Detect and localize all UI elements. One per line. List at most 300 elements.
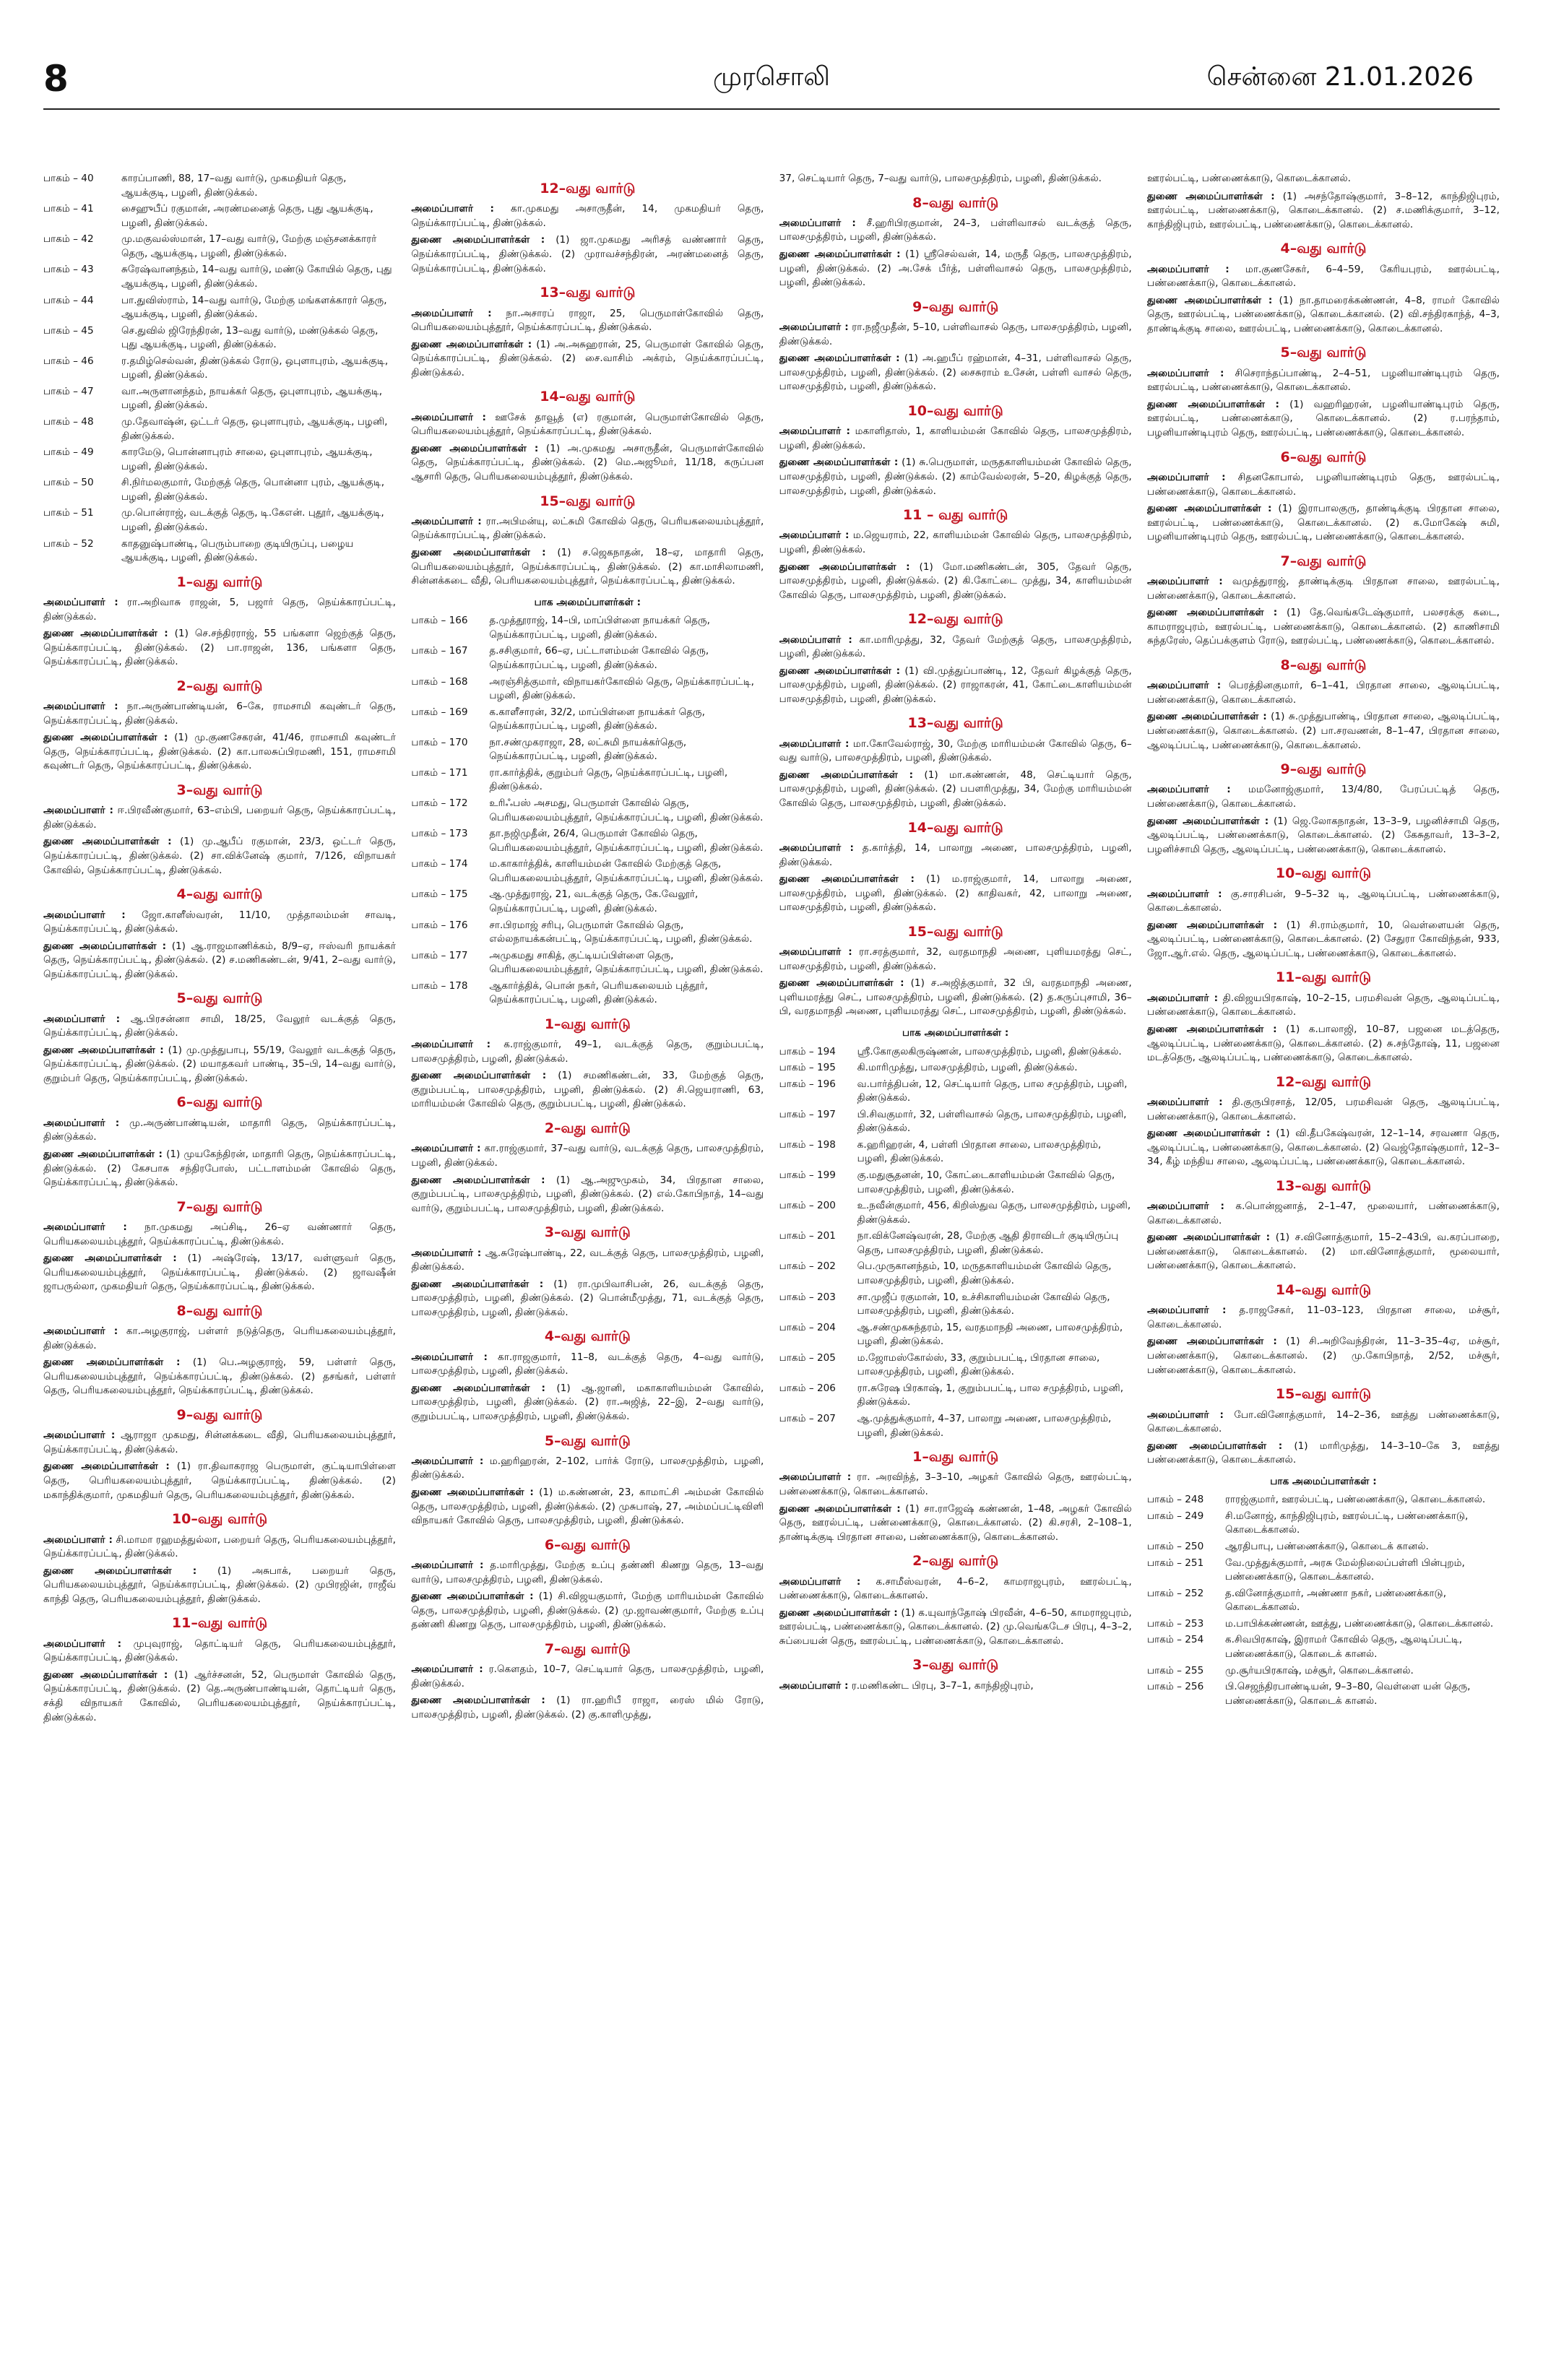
- booth-row: [411, 614, 764, 642]
- role-label: அமைப்பாளர் :: [1146, 263, 1229, 275]
- booth-row: [1147, 1587, 1500, 1615]
- booth-organizer: மு.தேவாஷ்ன், ஒட்டர் தெரு, ஒபுளாபுரம், ஆயக்குடி, பழனி, திண்டுக்கல்.: [121, 416, 388, 442]
- entry-text: ம.ஜெயராம், 22, காளியம்மன் கோவில் தெரு, பாலசமுத்திரம், பழனி, திண்டுக்கல்.: [779, 529, 1132, 555]
- booth-row: [1147, 1557, 1500, 1585]
- entry-text: கா.ராஜகுமார், 11–8, வடக்குத் தெரு, 4–வது வார்டு, பாலசமுத்திரம், பழனி, திண்டுக்கல்.: [411, 1351, 764, 1377]
- ward-heading: 14–வது வார்டு: [1275, 1281, 1372, 1298]
- organizer-entry: [779, 352, 1132, 394]
- ward-heading: 1–வது வார்டு: [912, 1449, 999, 1466]
- booth-organizer: ஆகார்த்திக், பொன் நகர், பெரியகலையம் புத்தூர், நெய்க்காரப்பட்டி, பழனி, திண்டுக்கல்.: [489, 979, 708, 1006]
- entry-text: (1) ரா.முபிவாசிபன், 26, வடக்குத் தெரு, பாலசமுத்திரம், பழனி, திண்டுக்கல். (2) பொன்மீமுத்து, 71, வடக்குத் தெரு, பாலசமுத்திரம், பழனி, திண்டுக்கல்.: [411, 1278, 764, 1318]
- organizer-entry: [43, 1117, 396, 1145]
- spacer: [118, 597, 127, 608]
- spacer: [904, 977, 911, 989]
- organizer-entry: [411, 1247, 764, 1275]
- entry-text: (1) மு.ஆபீப் ரகுமான், 23/3, ஒட்டர் தெரு, நெய்க்காரப்பட்டி, திண்டுக்கல். (2) சா.விக்னேஷ் குமார், 7/126, விநாயகர் கோவில், நெய்க்காரப்பட்டி, திண்டுக்கல்.: [43, 836, 396, 876]
- spacer: [1224, 368, 1235, 379]
- organizer-entry: [779, 1575, 1132, 1604]
- booth-number: பாகம் – 168: [411, 675, 468, 688]
- organizer-entry: [43, 1356, 396, 1398]
- entry-text: கா.மாரிமுத்து, 32, தேவர் மேற்குத் தெரு, பாலசமுத்திரம், பழனி, திண்டுக்கல்.: [779, 633, 1132, 660]
- role-label: துணை அமைப்பாளர்கள் :: [779, 1606, 898, 1619]
- spacer: [1277, 919, 1287, 931]
- organizer-entry: [43, 1013, 396, 1041]
- spacer: [126, 909, 142, 921]
- booth-number: பாகம் – 177: [411, 949, 468, 961]
- booth-row: [779, 1169, 1132, 1197]
- role-label: துணை அமைப்பாளர்கள் :: [1146, 1023, 1277, 1035]
- organizer-entry: [1147, 190, 1500, 233]
- role-label: அமைப்பாளர் :: [411, 1039, 491, 1051]
- entry-text: (1) சு.பெருமாள், மருதகாளியம்மன் கோவில் தெரு, பாலசமுத்திரம், பழனி, திண்டுக்கல். (2) காம்வேல்லரன், 5–20, கிழக்குத் தெரு, பாலசமுத்திரம், பழனி, திண்டுக்கல்.: [779, 456, 1132, 497]
- entry-text: முபுவுராஜ், தொட்டியர் தெரு, பெரியகலையம்புத்தூர், நெய்க்காரப்பட்டி, திண்டுக்கல்.: [43, 1637, 396, 1664]
- booth-number: பாகம் – 169: [411, 706, 468, 718]
- role-label: துணை அமைப்பாளர்கள் :: [1146, 1232, 1271, 1244]
- organizer-entry: [43, 909, 396, 937]
- booth-organizer: உ.நவீன்குமார், 456, கிறிஸ்துவ தெரு, பாலசமுத்திரம், பழனி, திண்டுக்கல்.: [857, 1200, 1131, 1226]
- organizer-entry: [779, 945, 1132, 974]
- organizer-entry: [1147, 710, 1500, 753]
- entry-text: (1) தே.வெங்கடேஷ்குமார், பலசரக்கு கடை, காமராஜபுரம், ஊரல்பட்டி, பண்ணைக்காடு, கொடைக்கானல். (2) காணிசாமி சுந்தரேஸ், தெப்பக்குளம் ரோடு, ஊரல்பட்டி, பண்ணைக்காடு, கொடைக்கானல்.: [1146, 607, 1500, 647]
- booth-organizer: வே.முத்துக்குமார், அரசு மேல்நிலைப்பள்ளி பின்புறம், பண்ணைக்காடு, கொடைக்கானல்.: [1224, 1557, 1465, 1583]
- organizer-entry: [411, 233, 764, 276]
- role-label: துணை அமைப்பாளர்கள் :: [411, 1695, 545, 1707]
- booth-row: [43, 233, 396, 261]
- organizer-entry: [43, 700, 396, 728]
- booth-number: பாகம் – 253: [1146, 1617, 1204, 1630]
- booth-row: [779, 1382, 1132, 1410]
- booth-organizer: ஸ்ரீ.கோகுலகிருஷ்ணன், பாலசமுத்திரம், பழனி, திண்டுக்கல்.: [857, 1045, 1122, 1057]
- role-label: அமைப்பாளர் :: [779, 529, 850, 542]
- role-label: அமைப்பாளர் :: [411, 515, 482, 527]
- entry-text: ரா.நஜீமுதீன், 5–10, பள்ளிவாசல் தெரு, பாலசமுத்திரம், பழனி, திண்டுக்கல்.: [779, 321, 1132, 347]
- section-subheading: பாக அமைப்பாளர்கள் :: [534, 596, 641, 608]
- booth-row: [43, 415, 396, 443]
- booth-number: பாகம் – 255: [1146, 1664, 1204, 1676]
- booth-row: [43, 476, 396, 504]
- spacer: [854, 842, 863, 854]
- booth-number: பாகம் – 201: [779, 1230, 836, 1242]
- role-label: துணை அமைப்பாளர்கள் :: [43, 1669, 168, 1681]
- booth-row: [43, 385, 396, 413]
- ward-heading: 7–வது வார்டு: [176, 1198, 263, 1215]
- entry-text: (1) மோ.மணிகண்டன், 305, தேவர் தெரு, பாலசமுத்திரம், பழனி, திண்டுக்கல். (2) கி.கோட்டை முத்து, 34, காளியம்மன் கோவில் தெரு, பாலசமுத்திரம், பழனி, திண்டுக்கல்.: [779, 561, 1132, 601]
- spacer: [1231, 784, 1248, 795]
- entry-text: தி.விஜயபிரகாஷ், 10–2–15, பரமசிவன் தெரு, ஆலடிப்பட்டி, பண்ணைக்காடு, கொடைக்கானல்.: [1146, 992, 1500, 1018]
- masthead: முரசொலி: [713, 62, 830, 92]
- role-label: அமைப்பாளர் :: [779, 737, 850, 750]
- ward-heading: 11–வது வார்டு: [1275, 969, 1372, 986]
- organizer-entry: [1147, 294, 1500, 337]
- organizer-entry: [1147, 367, 1500, 395]
- role-label: துணை அமைப்பாளர்கள் :: [411, 338, 532, 350]
- booth-row: [411, 919, 764, 947]
- role-label: துணை அமைப்பாளர்கள் :: [779, 769, 914, 781]
- ward-heading: 8–வது வார்டு: [1280, 657, 1367, 673]
- ward-heading: 8–வது வார்டு: [176, 1302, 263, 1319]
- booth-organizer: பா.துவிஸ்ராம், 14–வது வார்டு, மேற்கு மங்களக்காரர் தெரு, ஆயக்குடி, பழனி, திண்டுக்கல்.: [121, 294, 387, 321]
- booth-row: [1147, 1617, 1500, 1632]
- spacer: [1271, 503, 1278, 514]
- booth-number: பாகம் – 256: [1146, 1681, 1204, 1693]
- spacer: [120, 1013, 131, 1025]
- organizer-entry: [411, 442, 764, 485]
- booth-organizer: காரமேடு, பொன்னாபுரம் சாலை, ஒபுளாபுரம், ஆயக்குடி, பழனி, திண்டுக்கல்.: [121, 446, 373, 472]
- spacer: [1223, 576, 1232, 587]
- role-label: துணை அமைப்பாளர்கள் :: [1146, 190, 1275, 202]
- organizer-entry: [43, 1533, 396, 1562]
- organizer-entry: [779, 529, 1132, 557]
- booth-row: [411, 675, 764, 704]
- booth-row: [1147, 1680, 1500, 1708]
- booth-number: பாகம் – 166: [411, 615, 468, 627]
- spacer: [545, 1382, 556, 1394]
- entry-text: மகாளிதாஸ், 1, காளியம்மன் கோவில் தெரு, பாலசமுத்திரம், பழனி, திண்டுக்கல்.: [779, 425, 1132, 451]
- booth-organizer: சி.மனோஜ், காந்திஜிபுரம், ஊரல்பட்டி, பண்ணைக்காடு, கொடைக்கானல்.: [1224, 1510, 1469, 1536]
- entry-text: ஆ.பிரசன்னா சாமி, 18/25, வேலூர் வடக்குத் தெரு, நெய்க்காரப்பட்டி, திண்டுக்கல்.: [43, 1013, 396, 1039]
- spacer: [118, 701, 127, 712]
- booth-row: [43, 324, 396, 352]
- role-label: துணை அமைப்பாளர்கள் :: [1146, 398, 1279, 410]
- role-label: அமைப்பாளர் :: [1146, 1096, 1223, 1108]
- spacer: [1223, 1096, 1232, 1108]
- spacer: [546, 547, 558, 558]
- continuation-paragraph: ஊரல்பட்டி, பண்ணைக்காடு, கொடைக்கானல்.: [1146, 173, 1351, 184]
- organizer-entry: [1147, 1200, 1500, 1228]
- role-label: துணை அமைப்பாளர்கள் :: [43, 1356, 181, 1369]
- organizer-entry: [779, 561, 1132, 603]
- role-label: துணை அமைப்பாளர்கள் :: [1146, 1440, 1283, 1452]
- entry-text: போ.வினோத்குமார், 14–2–36, ஊத்து பண்ணைக்காடு, கொடைக்கானல்.: [1146, 1408, 1500, 1435]
- ward-heading: 3–வது வார்டு: [544, 1224, 631, 1241]
- spacer: [196, 1565, 217, 1577]
- role-label: துணை அமைப்பாளர்கள் :: [43, 1565, 197, 1577]
- entry-text: (1) அ.முகமது அசாருதீன், பெருமாள்கோவில் தெரு, நெய்க்காரப்பட்டி, திண்டுக்கல். (2) மெ.அஜூமர், 11/18, கருப்பன ஆசாரி தெரு, பெரியகலையம்புத்தூர், திண்டுக்கல்.: [411, 442, 764, 483]
- entry-text: (1) ஜெ.லோகநாதன், 13–3–9, பழனிச்சாமி தெரு, ஆலடிப்பட்டி, பண்ணைக்காடு, கொடைக்கானல். (2) கேசுதாவர், 13–3–2, பழனிச்சாமி தெரு, ஆலடிப்பட்டி, பண்ணைக்காடு, கொடைக்கானல்.: [1146, 815, 1500, 855]
- ward-heading: 4–வது வார்டு: [176, 886, 263, 903]
- ward-heading: 5–வது வார்டு: [544, 1432, 631, 1449]
- booth-number: பாகம் – 202: [779, 1260, 836, 1273]
- role-label: துணை அமைப்பாளர்கள் :: [1146, 607, 1278, 619]
- ward-heading: 13–வது வார்டு: [907, 715, 1003, 732]
- organizer-entry: [779, 841, 1132, 870]
- entry-text: (1) ஆர்ச்சனன், 52, பெருமாள் கோவில் தெரு, நெய்க்காரப்பட்டி, திண்டுக்கல். (2) தெ.அருண்பாண்டியன், தொட்டியர் தெரு, சக்தி விநாயகர் கோவில், பெரியகலையம்புத்தூர், நெய்க்காரப்பட்டி, திண்டுக்கல்.: [43, 1669, 396, 1723]
- role-label: துணை அமைப்பாளர்கள் :: [779, 977, 904, 990]
- role-label: துணை அமைப்பாளர்கள் :: [411, 1591, 534, 1603]
- role-label: துணை அமைப்பாளர்கள் :: [1146, 1336, 1277, 1348]
- booth-organizer: மு.பொன்ராஜ், வடக்குத் தெரு, டி.கேஎன். புதூர், ஆயக்குடி, பழனி, திண்டுக்கல்.: [121, 507, 384, 533]
- role-label: அமைப்பாளர் :: [411, 1143, 481, 1155]
- organizer-entry: [779, 633, 1132, 662]
- organizer-entry: [779, 769, 1132, 811]
- role-label: துணை அமைப்பாளர்கள் :: [43, 940, 167, 952]
- booth-number: பாகம் – 170: [411, 736, 468, 748]
- spacer: [913, 769, 924, 781]
- booth-row: [779, 1260, 1132, 1288]
- entry-text: (1) ச.ஜெகநாதன், 18–ஏ, மாதாரி தெரு, பெரியகலையம்புத்தூர், நெய்க்காரப்பட்டி, திண்டுக்கல். (2) கா.மாசிலாமணி, சின்னக்கடை வீதி, பெரியகலையம்புத்தூர், நெய்க்காரப்பட்டி, திண்டுக்கல்.: [411, 547, 764, 587]
- spacer: [1229, 264, 1245, 275]
- entry-text: சிதனகோபால், பழனியாண்டிபுரம் தெரு, ஊரல்பட்டி, பண்ணைக்காடு, கொடைக்கானல்.: [1146, 471, 1500, 498]
- booth-organizer: த.சசிகுமார், 66–ஏ, பட்டாளம்மன் கோவில் தெரு, நெய்க்காரப்பட்டி, பழனி, திண்டுக்கல்.: [489, 645, 709, 671]
- booth-number: பாகம் – 171: [411, 766, 468, 779]
- spacer: [168, 732, 174, 743]
- organizer-entry: [779, 1502, 1132, 1545]
- entry-text: (1) வி.முத்துப்பாண்டி, 12, தேவர் கிழக்குத் தெரு, பாலசமுத்திரம், பழனி, திண்டுக்கல். (2) ராஜாகரன், 41, கோட்டைகாளியம்மன் பாலசமுத்திரம், பழனி, திண்டுக்கல்.: [779, 665, 1132, 705]
- ward-heading: 11 – வது வார்டு: [902, 507, 1008, 524]
- booth-number: பாகம் – 207: [779, 1413, 836, 1424]
- organizer-entry: [411, 202, 764, 230]
- spacer: [168, 628, 175, 639]
- role-label: அமைப்பாளர் :: [1146, 1304, 1227, 1317]
- entry-text: (1) ஆ.ராஜமாணிக்கம், 8/9–ஏ, ஈஸ்வரி நாயக்கர் தெரு, நெய்க்காரப்பட்டி, திண்டுக்கல். (2) ச.மணிகண்டன், 9/41, 2–வது வார்டு, நெய்க்காரப்பட்டி, திண்டுக்கல்.: [43, 940, 396, 980]
- entry-text: (1) அசுபாக், பறையர் தெரு, பெரியகலையம்புத்தூர், நெய்க்காரப்பட்டி, திண்டுக்கல். (2) முபிரஜின், ராஜீவ் காந்தி தெரு, பெரியகலையம்புத்தூர், திண்டுக்கல்.: [43, 1565, 396, 1605]
- booth-number: பாகம் – 248: [1146, 1494, 1204, 1506]
- booth-row: [779, 1108, 1132, 1136]
- organizer-entry: [779, 248, 1132, 290]
- role-label: துணை அமைப்பாளர்கள் :: [411, 1487, 534, 1499]
- entry-text: (1) மா.கண்ணன், 48, செட்டியார் தெரு, பாலசமுத்திரம், பழனி, திண்டுக்கல். (2) பபளரிமுத்து, 34, மேற்கு மாரியம்மன் கோவில் தெரு, பாலசமுத்திரம், பழனி, திண்டுக்கல்.: [779, 769, 1132, 810]
- role-label: துணை அமைப்பாளர்கள் :: [411, 547, 546, 558]
- organizer-entry: [1147, 1096, 1500, 1124]
- entry-text: (1) நா.தாமரைக்கண்ணன், 4–8, ராமர் கோவில் தெரு, ஊரல்பட்டி, பண்ணைக்காடு, கொடைக்கானல். (2) வி.சந்திரகாந்த், 4–3, தாண்டிக்குடி சாலை, ஊரல்பட்டி, பண்ணைக்காடு, கொடைக்கானல்.: [1146, 294, 1500, 334]
- booth-number: பாகம் – 44: [43, 294, 94, 306]
- role-label: துணை அமைப்பாளர்கள் :: [779, 1502, 901, 1515]
- article-body: [43, 172, 1500, 2339]
- spacer: [910, 561, 920, 573]
- organizer-entry: [1147, 919, 1500, 961]
- spacer: [546, 1070, 558, 1081]
- booth-organizer: தா.நஜிமுதீன், 26/4, பெருமாள் கோவில் தெரு, பெரியகலையம்புத்தூர், நெய்க்காரப்பட்டி, பழனி, திண்டுக்கல்.: [489, 828, 764, 854]
- organizer-entry: [779, 1679, 1132, 1694]
- ward-heading: 9–வது வார்டு: [176, 1407, 263, 1423]
- spacer: [488, 1351, 498, 1363]
- entry-text: (1) க.யுவாந்தோஷ் பிரவீன், 4–6–50, காமராஜபுரம், ஊரல்பட்டி, பண்ணைக்காடு, கொடைக்கானல். (2) மு.வெங்கடேச பிரபு, 4–3–2, சுப்பையன் தெரு, ஊரல்பட்டி, பண்ணைக்காடு, கொடைக்கானல்.: [779, 1606, 1132, 1647]
- organizer-entry: [411, 1174, 764, 1216]
- entry-text: (1) செ.சந்திரராஜ், 55 பங்களா ஜெற்குத் தெரு, நெய்க்காரப்பட்டி, திண்டுக்கல். (2) பா.ராஜன், 136, பங்களா தெரு, நெய்க்காரப்பட்டி, திண்டுக்கல்.: [43, 628, 396, 668]
- role-label: அமைப்பாளர் :: [411, 1455, 484, 1467]
- booth-row: [411, 827, 764, 855]
- organizer-entry: [1147, 606, 1500, 649]
- role-label: அமைப்பாளர் :: [411, 1351, 488, 1363]
- entry-text: மா.கோவேல்ராஜ், 30, மேற்கு மாரியம்மன் கோவில் தெரு, 6–வது வார்டு, பாலசமுத்திரம், பழனி, திண்டுக்கல்.: [779, 737, 1132, 764]
- booth-row: [779, 1061, 1132, 1076]
- ward-heading: 10–வது வார்டு: [1275, 865, 1372, 882]
- booth-row: [411, 979, 764, 1008]
- booth-number: பாகம் – 204: [779, 1321, 836, 1333]
- entry-text: கு.சாரசிபன், 9–5–32 டி, ஆலடிப்பட்டி, பண்ணைக்காடு, கொடைக்கானல்.: [1146, 888, 1500, 914]
- organizer-entry: [411, 1559, 764, 1587]
- entry-text: நா.அருண்பாண்டியன், 6–கே, ராமசாமி கவுண்டர் தெரு, நெய்க்காரப்பட்டி, திண்டுக்கல்.: [43, 701, 396, 727]
- organizer-entry: [1147, 1304, 1500, 1332]
- spacer: [115, 1429, 121, 1441]
- ward-heading: 5–வது வார்டு: [176, 990, 263, 1007]
- booth-number: பாகம் – 45: [43, 324, 94, 337]
- organizer-entry: [779, 1606, 1132, 1649]
- organizer-entry: [1147, 502, 1500, 545]
- entry-text: ர.மணிகண்ட பிரபு, 3–7–1, காந்திஜிபுரம்,: [851, 1679, 1034, 1692]
- ward-heading: 14–வது வார்டு: [540, 389, 636, 405]
- booth-organizer: மு.சூர்யபிரகாஷ், மச்சூர், கொடைக்கானல்.: [1224, 1664, 1414, 1676]
- ward-heading: 15–வது வார்டு: [1275, 1386, 1372, 1403]
- role-label: அமைப்பாளர் :: [779, 425, 850, 438]
- role-label: துணை அமைப்பாளர்கள் :: [1146, 919, 1278, 931]
- organizer-entry: [411, 411, 764, 439]
- organizer-entry: [411, 1663, 764, 1691]
- organizer-entry: [43, 627, 396, 670]
- spacer: [915, 873, 926, 885]
- entry-text: கா.முகமது அசாருதீன், 14, முகமதியர் தெரு, நெய்க்காரப்பட்டி, திண்டுக்கல்.: [411, 203, 764, 229]
- entry-text: (1) பெ.அழகுராஜ், 59, பள்ளர் தெரு, பெரியகலையம்புத்தூர், நெய்க்காரப்பட்டி, திண்டுக்கல். (2) தசங்கர், பள்ளர் தெரு, பெரியகலையம்புத்தூர், நெய்க்காரப்பட்டி, திண்டுக்கல்.: [43, 1356, 396, 1397]
- entry-text: (1) சி.ராம்குமார், 10, வெள்ளையன் தெரு, ஆலடிப்பட்டி, பண்ணைக்காடு, கொடைக்கானல். (2) சேதுரா கோவிந்தன், 933, ஜோ.ஆர்.எல். தெரு, ஆலடிப்பட்டி, பண்ணைக்காடு, கொடைக்கானல்.: [1146, 919, 1500, 959]
- entry-text: (1) வஹரிஹரன், பழனியாண்டிபுரம் தெரு, ஊரல்பட்டி, பண்ணைக்காடு, கொடைக்கானல். (2) ர.பரந்தாம், பழனியாண்டிபுரம் தெரு, ஊரல்பட்டி, பண்ணைக்காடு, கொடைக்கானல்.: [1146, 398, 1500, 439]
- booth-number: பாகம் – 51: [43, 507, 94, 519]
- booth-row: [411, 857, 764, 886]
- entry-text: கா.ராஜ்குமார், 37–வது வார்டு, வடக்குத் தெரு, பாலசமுத்திரம், பழனி, திண்டுக்கல்.: [411, 1143, 764, 1169]
- organizer-entry: [411, 1278, 764, 1320]
- booth-number: பாகம் – 199: [779, 1169, 836, 1181]
- booth-organizer: வ.பார்த்திபன், 12, செட்டியார் தெரு, பால சமுத்திரம், பழனி, திண்டுக்கல்.: [857, 1078, 1128, 1104]
- organizer-entry: [43, 731, 396, 774]
- spacer: [118, 1325, 126, 1337]
- booth-number: பாகம் – 195: [779, 1062, 836, 1074]
- organizer-entry: [411, 1694, 764, 1722]
- entry-text: ஆராஜா முகமது, சின்னக்கடை வீதி, பெரியகலையம்புத்தூர், நெய்க்காரப்பட்டி, திண்டுக்கல்.: [43, 1429, 396, 1455]
- ward-heading: 1–வது வார்டு: [544, 1016, 631, 1032]
- booth-number: பாகம் – 198: [779, 1138, 836, 1151]
- organizer-entry: [1147, 992, 1500, 1020]
- booth-number: பாகம் – 194: [779, 1045, 836, 1057]
- spacer: [1270, 1232, 1276, 1243]
- booth-organizer: நா.சண்முகராஜா, 28, லட்சுமி நாயக்கர்தெரு, நெய்க்காரப்பட்டி, பழனி, திண்டுக்கல்.: [489, 736, 687, 763]
- booth-organizer: மு.மகுவல்ஸ்மான், 17–வது வார்டு, மேற்கு மஞ்சனக்காரர் தெரு, ஆயக்குடி, பழனி, திண்டுக்கல்.: [121, 233, 377, 259]
- spacer: [1218, 992, 1223, 1004]
- ward-heading: 2–வது வார்டு: [544, 1120, 631, 1137]
- organizer-entry: [1147, 679, 1500, 707]
- role-label: அமைப்பாளர் :: [1146, 1408, 1224, 1421]
- booth-organizer: அரஞ்சித்குமார், விநாயகர்கோவில் தெரு, நெய்க்காரப்பட்டி, பழனி, திண்டுக்கல்.: [489, 675, 754, 702]
- booth-organizer: சா.முஜீப் ரகுமான், 10, உச்சிகாளியம்மன் கோவில் தெரு, பாலசமுத்திரம், பழனி, திண்டுக்கல்.: [857, 1291, 1110, 1317]
- role-label: துணை அமைப்பாளர்கள் :: [1146, 815, 1269, 827]
- booth-organizer: அமுகமது சாகித், குட்டியப்பிள்ளை தெரு, பெரியகலையம்புத்தூர், நெய்க்காரப்பட்டி, பழனி, திண்டுக்கல்.: [489, 949, 764, 976]
- ward-heading: 9–வது வார்டு: [1280, 761, 1367, 778]
- role-label: அமைப்பாளர் :: [1146, 367, 1224, 379]
- entry-text: ம.ஹரிஹரன், 2–102, பார்க் ரோடு, பாலசமுத்திரம், பழனி, திண்டுக்கல்.: [411, 1455, 764, 1481]
- entry-text: (1) ஸ்ரீசெல்வன், 14, மருதீ தெரு, பாலசமுத்திரம், பழனி, திண்டுக்கல். (2) அ.சேக் பீர்த், பள்ளிவாசல் தெரு, பாலசமுத்திரம், பழனி, திண்டுக்கல்.: [779, 248, 1132, 289]
- entry-text: (1) ஆ.ஜானி, மகாகாளியம்மன் கோவில், பாலசமுத்திரம், பழனி, திண்டுக்கல். (2) ரா.அஜித், 22–இ, 2–வது வார்டு, குறும்பபட்டி, பாலசமுத்திரம், பழனி, திண்டுக்கல்.: [411, 1382, 764, 1422]
- booth-organizer: உரிஃபஸ் அசமது, பெருமாள் கோவில் தெரு, பெரியகலையம்புத்தூர், நெய்க்காரப்பட்டி, பழனி, திண்டுக்கல்.: [489, 797, 764, 823]
- organizer-entry: [779, 456, 1132, 498]
- role-label: அமைப்பாளர் :: [779, 1471, 852, 1484]
- spacer: [170, 1461, 177, 1472]
- booth-number: பாகம் – 48: [43, 416, 94, 428]
- booth-organizer: ராரஜ்குமார், ஊரல்பட்டி, பண்ணைக்காடு, கொடைக்கானல்.: [1224, 1494, 1486, 1506]
- spacer: [1277, 1336, 1287, 1347]
- booth-number: பாகம் – 252: [1146, 1587, 1204, 1599]
- organizer-entry: [43, 1044, 396, 1086]
- column-1: [43, 172, 396, 2339]
- entry-text: ரா. அரவிந்த், 3–3–10, அழகர் கோவில் தெரு, ஊரல்பட்டி, பண்ணைக்காடு, கொடைக்கானல்.: [779, 1471, 1132, 1498]
- organizer-entry: [43, 1325, 396, 1353]
- entry-text: சி.மாமா ரஹமத்துல்லா, பறையர் தெரு, பெரியகலையம்புத்தூர், நெய்க்காரப்பட்டி, திண்டுக்கல்.: [43, 1533, 396, 1560]
- organizer-entry: [1147, 888, 1500, 916]
- booth-row: [43, 506, 396, 535]
- continuation-paragraph: 37, செட்டியார் தெரு, 7–வது வார்டு, பாலசமுத்திரம், பழனி, திண்டுக்கல்.: [779, 173, 1102, 184]
- booth-row: [1147, 1664, 1500, 1679]
- booth-organizer: ஆரதிபாபு, பண்ணைக்காடு, கொடைக் கானல்.: [1224, 1541, 1429, 1552]
- ward-heading: 12–வது வார்டு: [1275, 1073, 1372, 1090]
- entry-text: பெரத்தினகுமார், 6–1–41, பிரதான சாலை, ஆலடிப்பட்டி, பண்ணைக்காடு, கொடைக்கானல்.: [1146, 680, 1500, 706]
- organizer-entry: [43, 1252, 396, 1294]
- entry-text: வமுத்துராஜ், தாண்டிக்குடி பிரதான சாலை, ஊரல்பட்டி, பண்ணைக்காடு, கொடைக்கானல்.: [1146, 576, 1500, 602]
- organizer-entry: [779, 737, 1132, 766]
- booth-row: [1147, 1510, 1500, 1538]
- spacer: [486, 412, 495, 423]
- entry-text: நா.அசாரப் ராஜா, 25, பெருமாள்கோவில் தெரு, பெரியகலையம்புத்தூர், நெய்க்காரப்பட்டி, திண்டுக்கல்.: [411, 307, 764, 334]
- entry-text: க.பொன்ஜனாத், 2–1–47, மூலையார், பண்ணைக்காடு, கொடைக்கானல்.: [1146, 1200, 1500, 1226]
- role-label: அமைப்பாளர் :: [411, 203, 494, 215]
- booth-row: [411, 949, 764, 977]
- entry-text: ஈ.பிரவீண்குமார், 63–எம்பி, பறையர் தெரு, நெய்க்காரப்பட்டி, திண்டுக்கல்.: [43, 805, 396, 831]
- booth-organizer: க.காளீசாரன், 32/2, மாப்பிள்ளை நாயக்கர் தெரு, நெய்க்காரப்பட்டி, பழனி, திண்டுக்கல்.: [489, 706, 705, 732]
- entry-text: (1) சு.முத்துபாண்டி, பிரதான சாலை, ஆலடிப்பட்டி, பண்ணைக்காடு, கொடைக்கானல். (2) பா.சரவணன், 8–1–47, பிரதான சாலை, ஆலடிப்பட்டி, பண்ணைக்காடு, கொடைக்கானல்.: [1146, 711, 1500, 751]
- booth-number: பாகம் – 178: [411, 979, 468, 992]
- role-label: அமைப்பாளர் :: [411, 307, 492, 319]
- entry-text: (1) ச.வினோத்குமார், 15–2–43பி, வ.கரப்பாறை, பண்ணைக்காடு, கொடைக்கானல். (2) மா.வினோத்குமார், மூலையார், பண்ணைக்காடு, கொடைக்கானல்.: [1146, 1232, 1500, 1272]
- booth-number: பாகம் – 40: [43, 173, 94, 184]
- organizer-entry: [1147, 783, 1500, 811]
- booth-row: [43, 537, 396, 566]
- entry-text: (1) ஜா.முகமது அரிசத் வண்ணார் தெரு, நெய்க்காரப்பட்டி, திண்டுக்கல். (2) முராவச்சந்திரன், அரண்மனைத் தெரு, நெய்க்காரப்பட்டி, திண்டுக்கல்.: [411, 234, 764, 274]
- ward-heading: 3–வது வார்டு: [176, 782, 263, 798]
- spacer: [852, 634, 860, 646]
- ward-heading: 14–வது வார்டு: [907, 819, 1003, 836]
- organizer-entry: [1147, 471, 1500, 499]
- booth-number: பாகம் – 251: [1146, 1557, 1204, 1569]
- booth-row: [779, 1045, 1132, 1060]
- ward-heading: 6–வது வார்டு: [544, 1536, 631, 1553]
- column-4: [1147, 172, 1500, 2339]
- booth-organizer: சைஹுபீப் ரகுமான், அரண்மனைத் தெரு, புது ஆயக்குடி, பழனி, திண்டுக்கல்.: [121, 203, 373, 229]
- spacer: [1221, 680, 1229, 691]
- booth-number: பாகம் – 47: [43, 385, 94, 397]
- organizer-entry: [411, 338, 764, 381]
- entry-text: (1) ம.கண்ணன், 23, காமாட்சி அம்மன் கோவில் தெரு, பாலசமுத்திரம், பழனி, திண்டுக்கல். (2) முசுபாஷ், 27, அம்மப்பட்டிவிளி விநாயகர் கோவில் தெரு, பாலசமுத்திரம், பழனி, திண்டுக்கல்.: [411, 1487, 764, 1527]
- booth-row: [43, 172, 396, 200]
- ward-heading: 8–வது வார்டு: [912, 194, 999, 211]
- ward-heading: 2–வது வார்டு: [912, 1553, 999, 1570]
- booth-organizer: காதனுஷ்பாண்டி, பெரும்பாறை குடியிருப்பு, பழைய ஆயக்குடி, பழனி, திண்டுக்கல்.: [121, 537, 354, 564]
- ward-heading: 1–வது வார்டு: [176, 574, 263, 590]
- role-label: துணை அமைப்பாளர்கள் :: [1146, 503, 1272, 515]
- booth-number: பாகம் – 197: [779, 1108, 836, 1120]
- organizer-entry: [1147, 1231, 1500, 1273]
- spacer: [545, 1174, 556, 1186]
- booth-row: [779, 1229, 1132, 1258]
- role-label: அமைப்பாளர் :: [1146, 992, 1219, 1004]
- role-label: துணை அமைப்பாளர்கள் :: [1146, 1128, 1271, 1140]
- organizer-entry: [779, 217, 1132, 245]
- booth-number: பாகம் – 203: [779, 1291, 836, 1303]
- ward-heading: 15–வது வார்டு: [540, 493, 636, 509]
- organizer-entry: [1147, 1408, 1500, 1437]
- role-label: அமைப்பாளர் :: [779, 633, 852, 646]
- role-label: துணை அமைப்பாளர்கள் :: [43, 1252, 177, 1265]
- organizer-entry: [1147, 398, 1500, 441]
- ward-heading: 6–வது வார்டு: [176, 1094, 263, 1111]
- role-label: அமைப்பாளர் :: [779, 841, 854, 854]
- role-label: துணை அமைப்பாளர்கள் :: [43, 836, 172, 848]
- ward-heading: 7–வது வார்டு: [544, 1640, 631, 1657]
